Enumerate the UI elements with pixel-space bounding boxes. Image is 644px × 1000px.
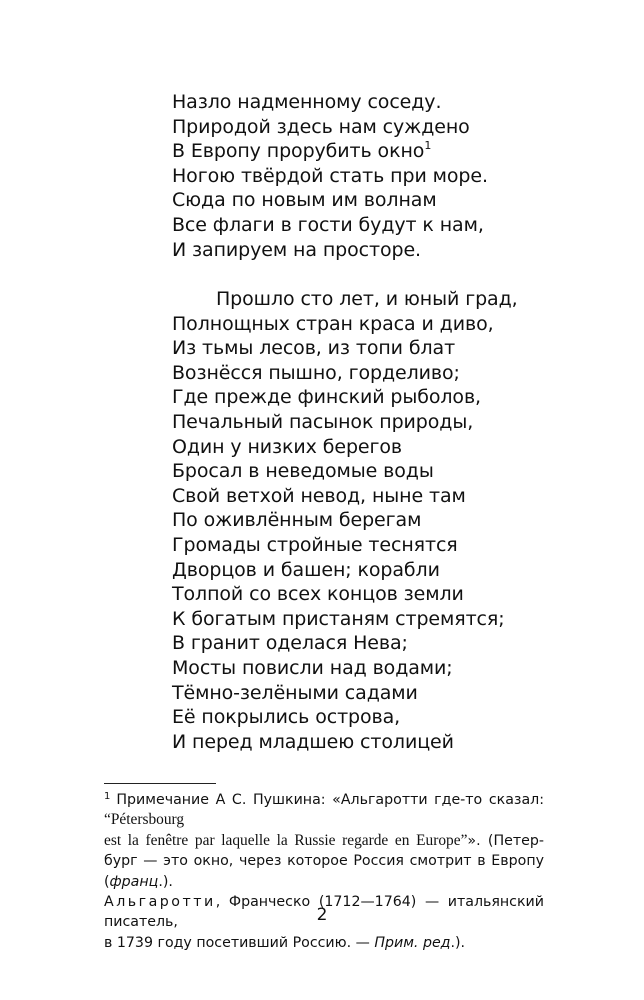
page-number: 2 <box>316 905 328 925</box>
poem-line: Толпой со всех концов земли <box>172 583 464 606</box>
footnote-french-quote: “Pétersbourg <box>104 811 185 829</box>
poem-line: Все флаги в гости будут к нам, <box>172 213 484 236</box>
poem-line: Свой ветхой невод, ныне там <box>172 484 466 507</box>
poem-line: И запируем на просторе. <box>172 238 421 261</box>
poem-line: Назло надменному соседу. <box>172 91 442 113</box>
footnote-spaced-name: Альгаротти <box>104 894 216 911</box>
poem-line: Дворцов и башен; корабли <box>172 558 440 581</box>
poem-line: Ногою твёрдой стать при море. <box>172 164 488 187</box>
footnote-italic: Прим. ред <box>374 934 451 951</box>
poem-stanza-2 <box>172 287 518 754</box>
footnote-line <box>104 831 544 851</box>
poem-line: Вознёсся пышно, горделиво; <box>172 361 460 384</box>
footnote-text: в 1739 году посетивший Россию. — <box>104 934 375 951</box>
poem-line: Полнощных стран краса и диво, <box>172 312 494 335</box>
poem-line: К богатым пристаням стремятся; <box>172 607 505 630</box>
poem-line: Бросал в неведомые воды <box>172 460 434 483</box>
footnote-line <box>104 851 544 892</box>
poem-line: Тёмно-зелёными садами <box>172 681 418 704</box>
poem-line: Один у низких берегов <box>172 435 403 458</box>
poem-stanza-1 <box>172 90 488 262</box>
footnote-line <box>104 933 544 953</box>
footnote-mark: 1 <box>104 791 111 802</box>
poem-line: Мосты повисли над водами; <box>172 656 453 679</box>
footnote-separator <box>104 783 216 784</box>
footnote-italic: франц <box>109 873 159 890</box>
footnote-reference[interactable]: 1 <box>424 139 432 153</box>
poem-line: По оживлённым берегам <box>172 509 422 532</box>
footnote-line <box>104 790 544 831</box>
footnote-text: Примечание А С. Пушкина: «Альгаротти где-то сказал: <box>116 792 544 808</box>
poem-line: В гранит оделася Нева; <box>172 632 408 655</box>
poem-line <box>172 139 488 164</box>
poem-line: Печальный пасынок природы, <box>172 410 474 433</box>
footnote-text: бург — это окно, через которое Россия смотрит в Европу ( <box>104 853 544 890</box>
footnote-text: .). <box>158 873 173 890</box>
footnote-text: ». (Петер- <box>467 832 544 849</box>
footnote-french-quote: est la fenêtre par laquelle la Russie regarde en Europe” <box>104 831 468 849</box>
poem-line: И перед младшею столицей <box>172 730 454 753</box>
poem-line-indented: Прошло сто лет, и юный град, <box>216 288 518 310</box>
poem-line: Природой здесь нам суждено <box>172 115 470 138</box>
poem-line: Громады стройные теснятся <box>172 533 458 556</box>
poem-line: Её покрылись острова, <box>172 706 401 729</box>
poem-line: Где прежде финский рыболов, <box>172 386 481 409</box>
footnote-text: .). <box>450 934 466 951</box>
poem-line: Из тьмы лесов, из топи блат <box>172 337 456 360</box>
poem-line-text: В Европу прорубить окно <box>172 140 425 163</box>
footnote-text: , Франческо (1712—1764) — итальянский писатель, <box>104 894 544 931</box>
footnote <box>104 790 544 953</box>
poem-line: Сюда по новым им волнам <box>172 189 437 212</box>
